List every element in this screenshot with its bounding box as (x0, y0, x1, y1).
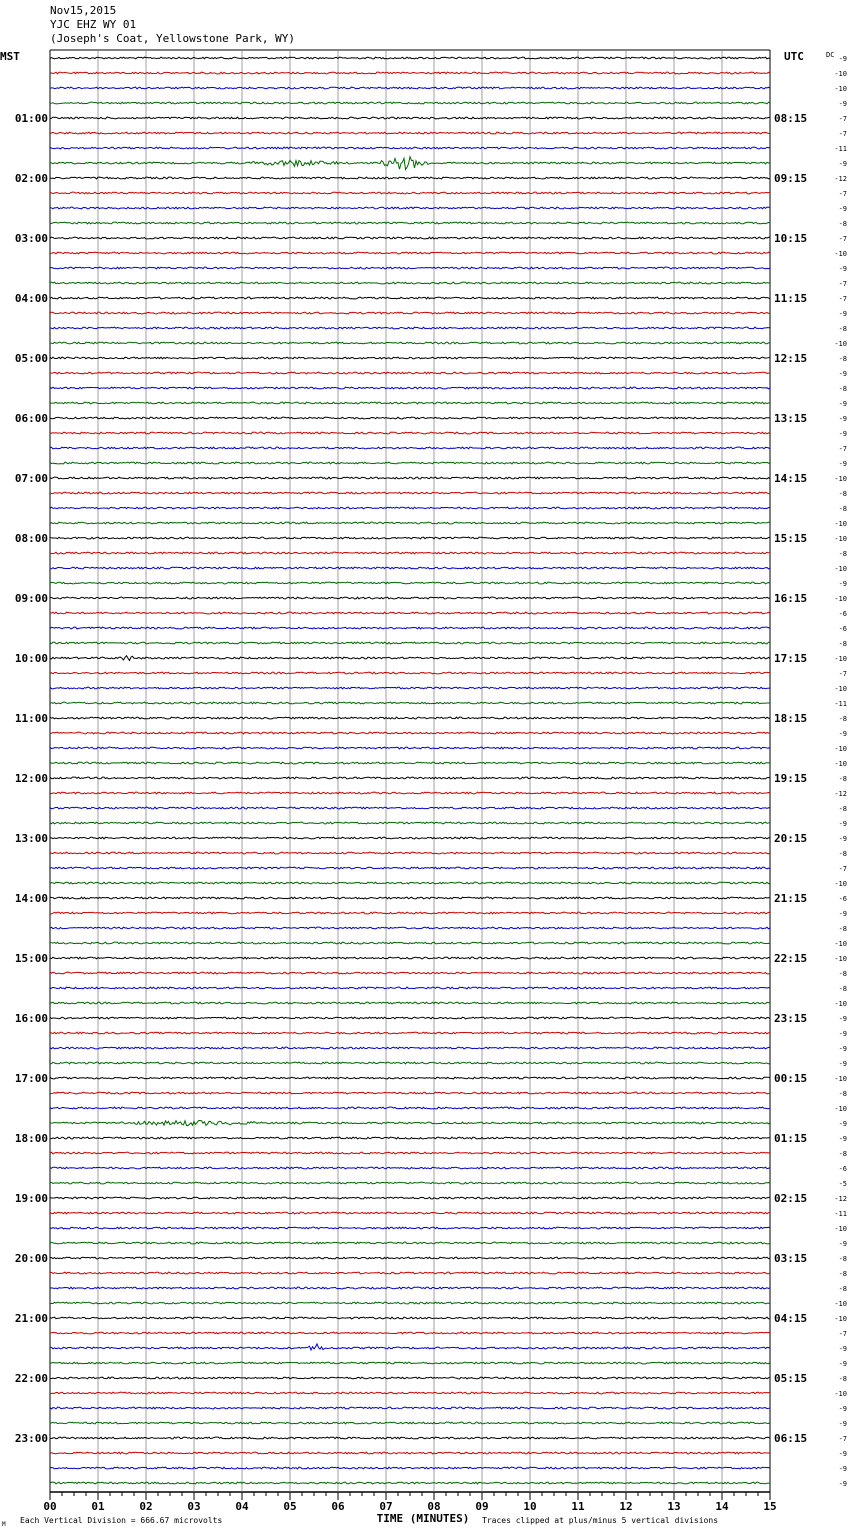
dc-offset-label: -10 (834, 880, 847, 888)
dc-offset-label: -9 (838, 835, 847, 843)
trace-line (50, 1120, 770, 1125)
mst-header: MST (0, 50, 20, 63)
x-tick-label: 12 (619, 1500, 633, 1513)
trace-line (50, 297, 770, 299)
mst-hour-label: 08:00 (14, 532, 48, 545)
dc-offset-label: -10 (834, 1225, 847, 1233)
x-tick-label: 13 (667, 1500, 681, 1513)
mst-hour-label: 05:00 (14, 352, 48, 365)
utc-hour-label: 18:15 (774, 712, 808, 725)
dc-offset-label: -9 (838, 1405, 847, 1413)
trace-line (50, 597, 770, 599)
trace-line (50, 522, 770, 524)
mst-hour-label: 18:00 (14, 1132, 48, 1145)
dc-offset-label: -10 (834, 340, 847, 348)
trace-line (50, 492, 770, 494)
trace-line (50, 912, 770, 914)
trace-line (50, 1062, 770, 1064)
dc-offset-label: -11 (834, 145, 847, 153)
dc-offset-label: -10 (834, 70, 847, 78)
mst-hour-label: 17:00 (14, 1072, 48, 1085)
trace-line (50, 1002, 770, 1004)
utc-hour-label: 13:15 (774, 412, 808, 425)
trace-line (50, 1182, 770, 1184)
dc-offset-label: -10 (834, 1075, 847, 1083)
scale-note: Each Vertical Division = 666.67 microvolts (20, 1516, 223, 1525)
utc-hour-label: 12:15 (774, 352, 808, 365)
trace-line (50, 822, 770, 824)
trace-line (50, 627, 770, 629)
trace-line (50, 132, 770, 134)
dc-offset-label: -8 (838, 1090, 847, 1098)
dc-offset-label: -10 (834, 250, 847, 258)
dc-offset-label: -10 (834, 595, 847, 603)
mst-hour-label: 01:00 (14, 112, 48, 125)
station-label: YJC EHZ WY 01 (50, 18, 137, 31)
x-tick-label: 09 (475, 1500, 489, 1513)
trace-line (50, 972, 770, 974)
trace-line (50, 1212, 770, 1214)
date-label: Nov15,2015 (50, 4, 117, 17)
footer-mark: M (2, 1521, 6, 1528)
dc-offset-label: -8 (838, 490, 847, 498)
mst-hour-label: 22:00 (14, 1372, 48, 1385)
trace-line (50, 1287, 770, 1289)
mst-hour-label: 09:00 (14, 592, 48, 605)
dc-offset-label: -9 (838, 1480, 847, 1488)
mst-hour-label: 11:00 (14, 712, 48, 725)
trace-line (50, 792, 770, 794)
trace-line (50, 1092, 770, 1094)
dc-offset-label: -8 (838, 550, 847, 558)
dc-offset-label: -6 (838, 625, 847, 633)
trace-line (50, 1197, 770, 1199)
trace-line (50, 157, 770, 170)
dc-offset-label: -7 (838, 130, 847, 138)
trace-line (50, 1017, 770, 1019)
dc-offset-label: -9 (838, 310, 847, 318)
dc-offset-label: -7 (838, 445, 847, 453)
trace-line (50, 1227, 770, 1229)
utc-hour-label: 09:15 (774, 172, 808, 185)
utc-hour-label: 02:15 (774, 1192, 808, 1205)
dc-offset-label: -8 (838, 385, 847, 393)
trace-line (50, 927, 770, 929)
dc-offset-label: -9 (838, 1360, 847, 1368)
utc-header: UTC (784, 50, 804, 63)
trace-line (50, 432, 770, 434)
dc-offset-label: -9 (838, 1345, 847, 1353)
utc-hour-label: 08:15 (774, 112, 808, 125)
trace-line (50, 147, 770, 149)
dc-header: DC (826, 51, 835, 59)
trace-line (50, 957, 770, 959)
x-tick-label: 04 (235, 1500, 249, 1513)
dc-offset-label: -8 (838, 1150, 847, 1158)
trace-line (50, 87, 770, 89)
dc-offset-label: -7 (838, 670, 847, 678)
dc-offset-label: -7 (838, 1330, 847, 1338)
dc-offset-label: -7 (838, 865, 847, 873)
trace-line (50, 177, 770, 179)
mst-hour-label: 07:00 (14, 472, 48, 485)
trace-line (50, 882, 770, 884)
trace-line (50, 747, 770, 749)
mst-hour-label: 04:00 (14, 292, 48, 305)
trace-line (50, 942, 770, 944)
trace-line (50, 1437, 770, 1439)
trace-line (50, 402, 770, 404)
trace-line (50, 1344, 770, 1350)
trace-line (50, 252, 770, 254)
utc-hour-label: 21:15 (774, 892, 808, 905)
trace-line (50, 267, 770, 269)
trace-line (50, 1332, 770, 1334)
mst-hour-label: 19:00 (14, 1192, 48, 1205)
dc-offset-label: -9 (838, 400, 847, 408)
mst-hour-label: 14:00 (14, 892, 48, 905)
dc-offset-label: -9 (838, 910, 847, 918)
utc-hour-label: 04:15 (774, 1312, 808, 1325)
trace-line (50, 642, 770, 644)
utc-hour-label: 10:15 (774, 232, 808, 245)
trace-line (50, 1452, 770, 1454)
mst-hour-label: 16:00 (14, 1012, 48, 1025)
utc-hour-label: 15:15 (774, 532, 808, 545)
trace-line (50, 1257, 770, 1259)
trace-line (50, 777, 770, 779)
utc-hour-label: 03:15 (774, 1252, 808, 1265)
x-tick-label: 07 (379, 1500, 393, 1513)
dc-offset-label: -8 (838, 1375, 847, 1383)
dc-offset-label: -9 (838, 370, 847, 378)
x-tick-label: 11 (571, 1500, 585, 1513)
trace-line (50, 312, 770, 314)
dc-offset-label: -9 (838, 580, 847, 588)
dc-offset-label: -9 (838, 160, 847, 168)
trace-line (50, 237, 770, 239)
utc-hour-label: 00:15 (774, 1072, 808, 1085)
dc-offset-label: -7 (838, 115, 847, 123)
x-tick-label: 02 (139, 1500, 153, 1513)
dc-offset-label: -6 (838, 1165, 847, 1173)
trace-line (50, 537, 770, 539)
trace-line (50, 1422, 770, 1424)
dc-offset-label: -9 (838, 430, 847, 438)
location-label: (Joseph's Coat, Yellowstone Park, WY) (50, 32, 296, 45)
utc-hour-label: 17:15 (774, 652, 808, 665)
dc-offset-label: -9 (838, 1135, 847, 1143)
trace-line (50, 222, 770, 224)
dc-offset-label: -10 (834, 565, 847, 573)
dc-offset-label: -10 (834, 1300, 847, 1308)
dc-offset-label: -10 (834, 1105, 847, 1113)
dc-offset-label: -12 (834, 175, 847, 183)
dc-offset-label: -7 (838, 280, 847, 288)
trace-line (50, 102, 770, 104)
trace-line (50, 1137, 770, 1139)
trace-line (50, 1407, 770, 1409)
trace-line (50, 582, 770, 584)
dc-offset-label: -7 (838, 1435, 847, 1443)
utc-hour-label: 22:15 (774, 952, 808, 965)
trace-line (50, 117, 770, 119)
trace-line (50, 717, 770, 719)
dc-offset-label: -10 (834, 475, 847, 483)
trace-line (50, 1047, 770, 1049)
mst-hour-label: 12:00 (14, 772, 48, 785)
dc-offset-label: -9 (838, 1450, 847, 1458)
dc-offset-label: -10 (834, 745, 847, 753)
utc-hour-label: 20:15 (774, 832, 808, 845)
dc-offset-label: -10 (834, 760, 847, 768)
dc-offset-label: -5 (838, 1180, 847, 1188)
mst-hour-label: 15:00 (14, 952, 48, 965)
dc-offset-label: -7 (838, 235, 847, 243)
trace-line (50, 342, 770, 344)
dc-offset-label: -8 (838, 970, 847, 978)
x-tick-label: 06 (331, 1500, 345, 1513)
clip-note: Traces clipped at plus/minus 5 vertical divisions (482, 1516, 719, 1525)
trace-line (50, 357, 770, 359)
dc-offset-label: -7 (838, 295, 847, 303)
dc-offset-label: -9 (838, 730, 847, 738)
dc-offset-label: -8 (838, 1270, 847, 1278)
trace-line (50, 477, 770, 479)
trace-line (50, 207, 770, 209)
dc-offset-label: -6 (838, 610, 847, 618)
axis-labels (0, 50, 847, 1528)
mst-hour-label: 10:00 (14, 652, 48, 665)
trace-line (50, 327, 770, 329)
x-tick-label: 00 (43, 1500, 57, 1513)
mst-hour-label: 02:00 (14, 172, 48, 185)
dc-offset-label: -9 (838, 1465, 847, 1473)
trace-line (50, 987, 770, 989)
dc-offset-label: -8 (838, 640, 847, 648)
dc-offset-label: -8 (838, 1285, 847, 1293)
x-tick-label: 05 (283, 1500, 297, 1513)
dc-offset-label: -9 (838, 1420, 847, 1428)
trace-line (50, 462, 770, 464)
utc-hour-label: 05:15 (774, 1372, 808, 1385)
trace-line (50, 372, 770, 374)
dc-offset-label: -12 (834, 790, 847, 798)
trace-line (50, 1107, 770, 1109)
trace-line (50, 567, 770, 569)
trace-line (50, 852, 770, 854)
trace-line (50, 192, 770, 194)
x-tick-label: 14 (715, 1500, 729, 1513)
dc-offset-label: -10 (834, 655, 847, 663)
trace-line (50, 807, 770, 809)
dc-offset-label: -7 (838, 190, 847, 198)
trace-line (50, 387, 770, 389)
dc-offset-label: -9 (838, 1060, 847, 1068)
trace-line (50, 837, 770, 839)
trace-line (50, 72, 770, 74)
trace-line (50, 656, 770, 661)
trace-line (50, 762, 770, 764)
dc-offset-label: -10 (834, 1315, 847, 1323)
dc-offset-label: -8 (838, 925, 847, 933)
trace-line (50, 672, 770, 674)
dc-offset-label: -6 (838, 895, 847, 903)
dc-offset-label: -9 (838, 55, 847, 63)
trace-line (50, 702, 770, 704)
trace-line (50, 1482, 770, 1484)
utc-hour-label: 23:15 (774, 1012, 808, 1025)
trace-line (50, 1272, 770, 1274)
dc-offset-label: -12 (834, 1195, 847, 1203)
mst-hour-label: 21:00 (14, 1312, 48, 1325)
dc-offset-label: -9 (838, 1045, 847, 1053)
dc-offset-label: -9 (838, 820, 847, 828)
dc-offset-label: -10 (834, 685, 847, 693)
trace-line (50, 612, 770, 614)
utc-hour-label: 16:15 (774, 592, 808, 605)
dc-offset-label: -8 (838, 985, 847, 993)
utc-hour-label: 19:15 (774, 772, 808, 785)
dc-offset-label: -10 (834, 85, 847, 93)
trace-line (50, 57, 770, 59)
trace-line (50, 1242, 770, 1244)
dc-offset-label: -8 (838, 220, 847, 228)
dc-offset-label: -8 (838, 1255, 847, 1263)
dc-offset-label: -9 (838, 100, 847, 108)
trace-line (50, 1032, 770, 1034)
trace-line (50, 1377, 770, 1379)
trace-line (50, 282, 770, 284)
dc-offset-label: -8 (838, 505, 847, 513)
trace-line (50, 1077, 770, 1079)
mst-hour-label: 20:00 (14, 1252, 48, 1265)
dc-offset-label: -8 (838, 325, 847, 333)
trace-lines (50, 57, 770, 1484)
x-tick-label: 10 (523, 1500, 537, 1513)
trace-line (50, 1167, 770, 1169)
dc-offset-label: -11 (834, 700, 847, 708)
x-axis-title: TIME (MINUTES) (376, 1512, 470, 1525)
dc-offset-label: -8 (838, 775, 847, 783)
dc-offset-label: -9 (838, 1120, 847, 1128)
x-tick-label: 15 (763, 1500, 777, 1513)
mst-hour-label: 03:00 (14, 232, 48, 245)
mst-hour-label: 23:00 (14, 1432, 48, 1445)
mst-hour-label: 13:00 (14, 832, 48, 845)
trace-line (50, 417, 770, 419)
trace-line (50, 507, 770, 509)
trace-line (50, 897, 770, 899)
dc-offset-label: -10 (834, 535, 847, 543)
utc-hour-label: 11:15 (774, 292, 808, 305)
dc-offset-label: -9 (838, 205, 847, 213)
dc-offset-label: -10 (834, 955, 847, 963)
dc-offset-label: -11 (834, 1210, 847, 1218)
utc-hour-label: 01:15 (774, 1132, 808, 1145)
trace-line (50, 1152, 770, 1154)
dc-offset-label: -9 (838, 265, 847, 273)
trace-line (50, 447, 770, 449)
dc-offset-label: -10 (834, 1000, 847, 1008)
mst-hour-label: 06:00 (14, 412, 48, 425)
trace-line (50, 867, 770, 869)
dc-offset-label: -8 (838, 355, 847, 363)
dc-offset-label: -8 (838, 850, 847, 858)
x-tick-label: 01 (91, 1500, 105, 1513)
trace-line (50, 1317, 770, 1319)
dc-offset-label: -9 (838, 1030, 847, 1038)
dc-offset-label: -10 (834, 940, 847, 948)
dc-offset-label: -9 (838, 415, 847, 423)
utc-hour-label: 06:15 (774, 1432, 808, 1445)
dc-offset-label: -8 (838, 715, 847, 723)
trace-line (50, 1392, 770, 1394)
x-tick-label: 08 (427, 1500, 441, 1513)
dc-offset-label: -10 (834, 520, 847, 528)
dc-offset-label: -9 (838, 1240, 847, 1248)
trace-line (50, 1362, 770, 1364)
trace-line (50, 552, 770, 554)
trace-line (50, 732, 770, 734)
trace-line (50, 687, 770, 689)
trace-line (50, 1302, 770, 1304)
x-tick-label: 03 (187, 1500, 201, 1513)
dc-offset-label: -10 (834, 1390, 847, 1398)
dc-offset-label: -8 (838, 805, 847, 813)
trace-line (50, 1467, 770, 1469)
dc-offset-label: -9 (838, 460, 847, 468)
dc-offset-label: -9 (838, 1015, 847, 1023)
utc-hour-label: 14:15 (774, 472, 808, 485)
